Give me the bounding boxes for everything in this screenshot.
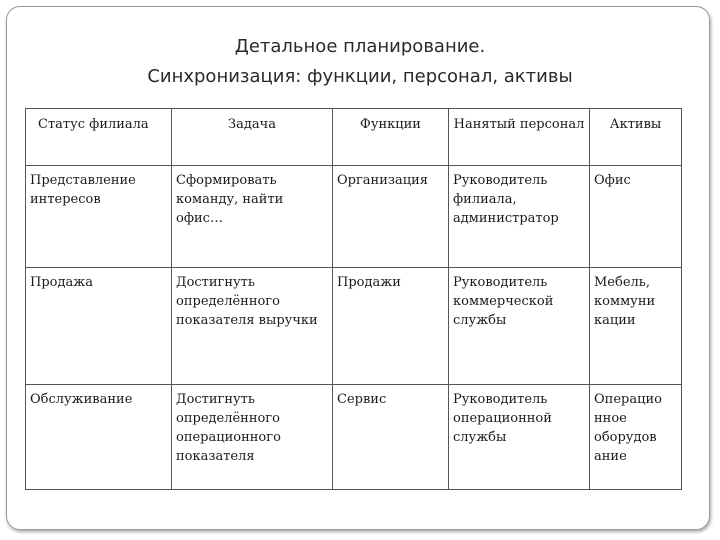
slide-title — [0, 32, 720, 92]
cell-functions: Сервис — [333, 385, 449, 490]
title-line-2: Синхронизация: функции, персонал, активы — [147, 66, 573, 87]
header-functions: Функции — [333, 109, 449, 166]
header-hired-staff: Нанятый персонал — [449, 109, 590, 166]
header-branch-status: Статус филиала — [26, 109, 172, 166]
cell-branch-status: Представление интересов — [26, 166, 172, 268]
cell-branch-status: Обслуживание — [26, 385, 172, 490]
cell-branch-status: Продажа — [26, 268, 172, 385]
cell-task: Сформировать команду, найти офис… — [172, 166, 333, 268]
title-line-1: Детальное планирование. — [234, 36, 486, 57]
cell-hired-staff: Руководитель филиала, администратор — [449, 166, 590, 268]
header-assets: Активы — [590, 109, 682, 166]
cell-assets: Мебель, коммуни кации — [590, 268, 682, 385]
planning-table — [25, 108, 682, 490]
cell-functions: Организация — [333, 166, 449, 268]
table-row — [26, 166, 682, 268]
cell-hired-staff: Руководитель операционной службы — [449, 385, 590, 490]
header-task: Задача — [172, 109, 333, 166]
cell-hired-staff: Руководитель коммерческой службы — [449, 268, 590, 385]
cell-task: Достигнуть определённого операционного показателя — [172, 385, 333, 490]
table-row — [26, 268, 682, 385]
cell-assets: Операцио нное оборудов ание — [590, 385, 682, 490]
cell-functions: Продажи — [333, 268, 449, 385]
table-row — [26, 385, 682, 490]
table-header-row — [26, 109, 682, 166]
cell-assets: Офис — [590, 166, 682, 268]
cell-task: Достигнуть определённого показателя выручки — [172, 268, 333, 385]
